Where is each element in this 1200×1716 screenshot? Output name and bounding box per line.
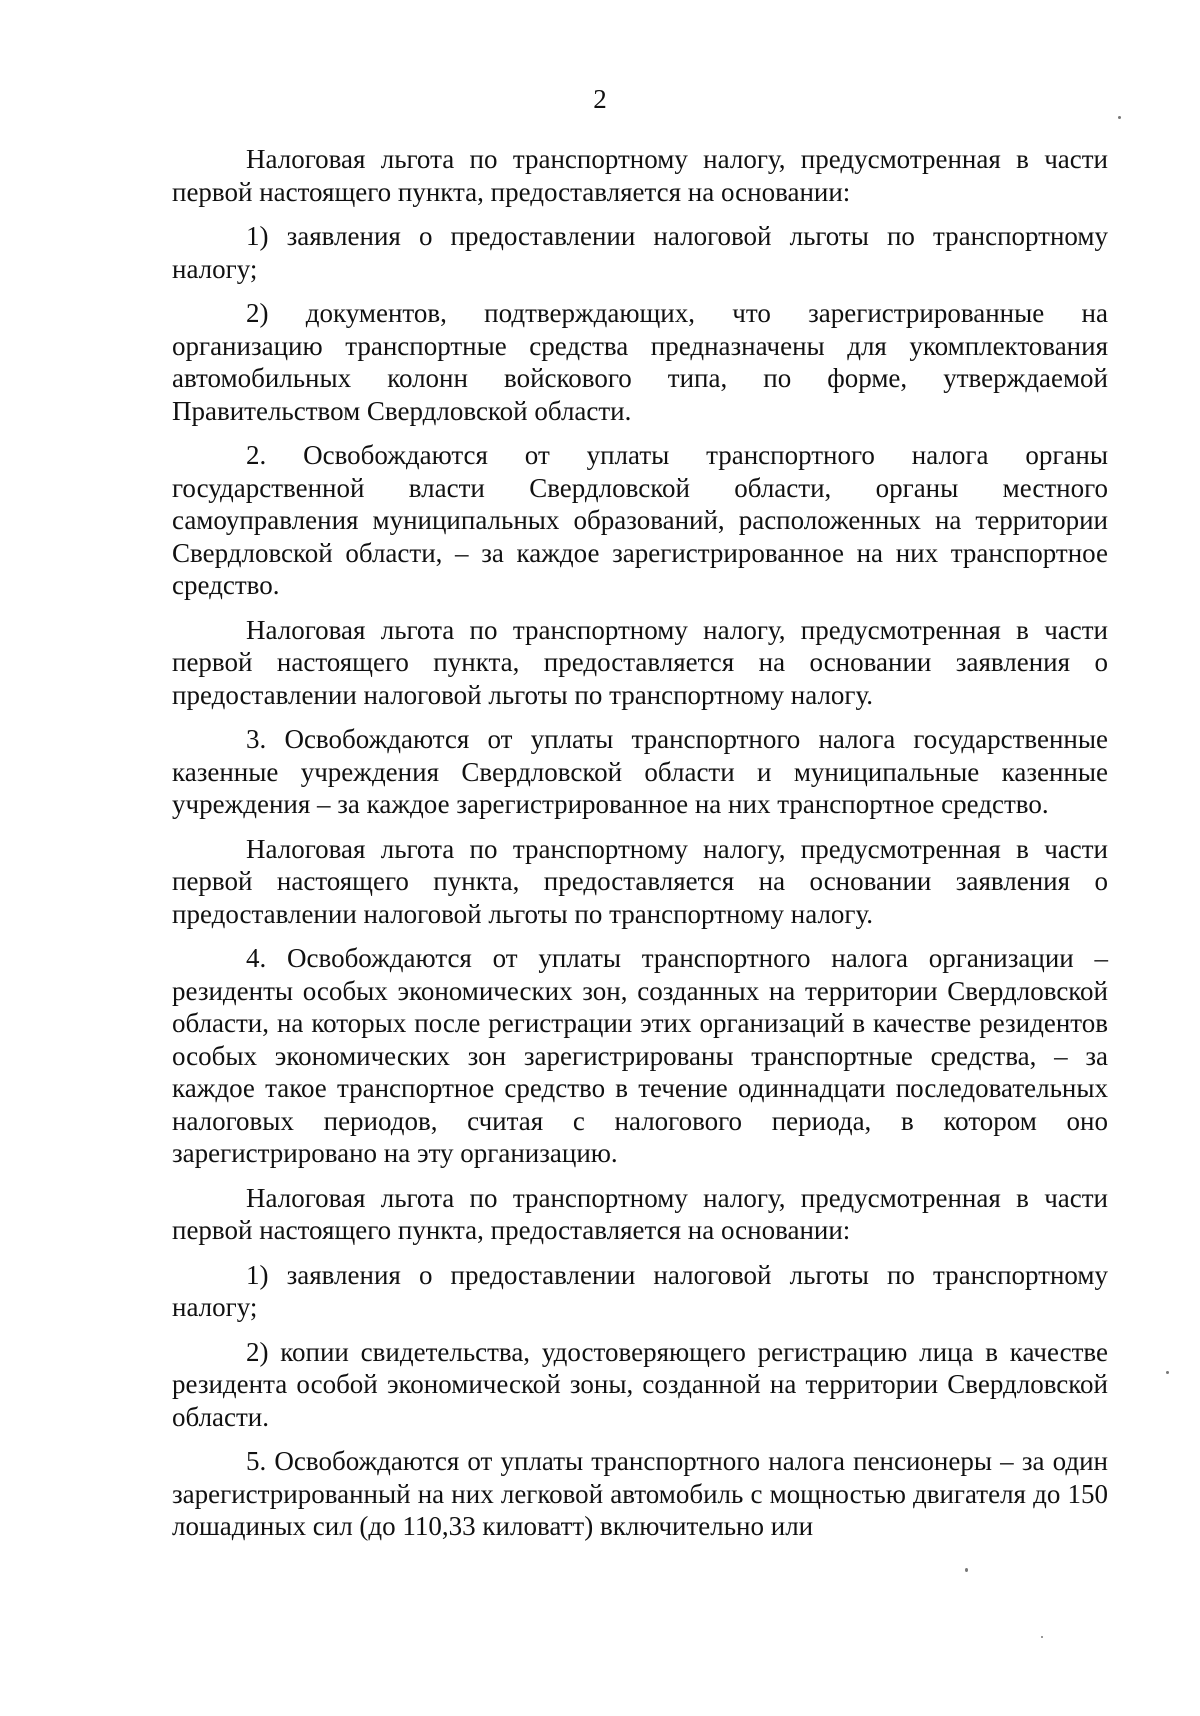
page-number: 2 bbox=[593, 84, 607, 114]
paragraph: 1) заявления о предоставлении налоговой льготы по транспортному налогу; bbox=[172, 221, 1108, 284]
scan-speck bbox=[965, 1568, 968, 1572]
paragraph: Налоговая льгота по транспортному налогу, предусмотренная в части первой настоящего пункта, предоставляется на основании: bbox=[172, 1182, 1108, 1245]
paragraph: 2. Освобождаются от уплаты транспортного налога органы государственной власти Свердловской области, органы местного самоуправления муниципальных образований, расположенных на территории Свердловской области, – за каждое зарегистрированное на них транспортное средство. bbox=[172, 440, 1108, 600]
paragraph: 2) копии свидетельства, удостоверяющего регистрацию лица в качестве резидента особой экономической зоны, созданной на территории Свердловской области. bbox=[172, 1336, 1108, 1432]
paragraph: 2) документов, подтверждающих, что зарегистрированные на организацию транспортные средства предназначены для укомплектования автомобильных колонн войскового типа, по форме, утверждаемой Правительством Свердловской области. bbox=[172, 298, 1108, 426]
paragraph: 5. Освобождаются от уплаты транспортного налога пенсионеры – за один зарегистрированный на них легковой автомобиль с мощностью двигателя до 150 лошадиных сил (до 110,33 киловатт) включительно или bbox=[172, 1446, 1108, 1541]
paragraph: 1) заявления о предоставлении налоговой льготы по транспортному налогу; bbox=[172, 1259, 1108, 1322]
scan-speck bbox=[1166, 1371, 1169, 1374]
paragraph: Налоговая льгота по транспортному налогу, предусмотренная в части первой настоящего пункта, предоставляется на основании заявления о предоставлении налоговой льготы по транспортному налогу. bbox=[172, 614, 1108, 710]
scan-speck bbox=[1041, 1636, 1043, 1638]
paragraph: Налоговая льгота по транспортному налогу, предусмотренная в части первой настоящего пункта, предоставляется на основании: bbox=[172, 144, 1108, 207]
paragraph: 3. Освобождаются от уплаты транспортного налога государственные казенные учреждения Свердловской области и муниципальные казенные учреждения – за каждое зарегистрированное на них транспортное средство. bbox=[172, 724, 1108, 819]
paragraph: 4. Освобождаются от уплаты транспортного налога организации – резиденты особых экономических зон, созданных на территории Свердловской области, на которых после регистрации этих организаций в качестве резидентов особых экономических зон зарегистрированы транспортные средства, – за каждое такое транспортное средство в течение одиннадцати последовательных налоговых периодов, считая с налогового периода, в котором оно зарегистрировано на эту организацию. bbox=[172, 943, 1108, 1168]
scan-speck bbox=[1118, 116, 1121, 119]
paragraph: Налоговая льгота по транспортному налогу, предусмотренная в части первой настоящего пункта, предоставляется на основании заявления о предоставлении налоговой льготы по транспортному налогу. bbox=[172, 833, 1108, 929]
document-body bbox=[172, 143, 1108, 1555]
